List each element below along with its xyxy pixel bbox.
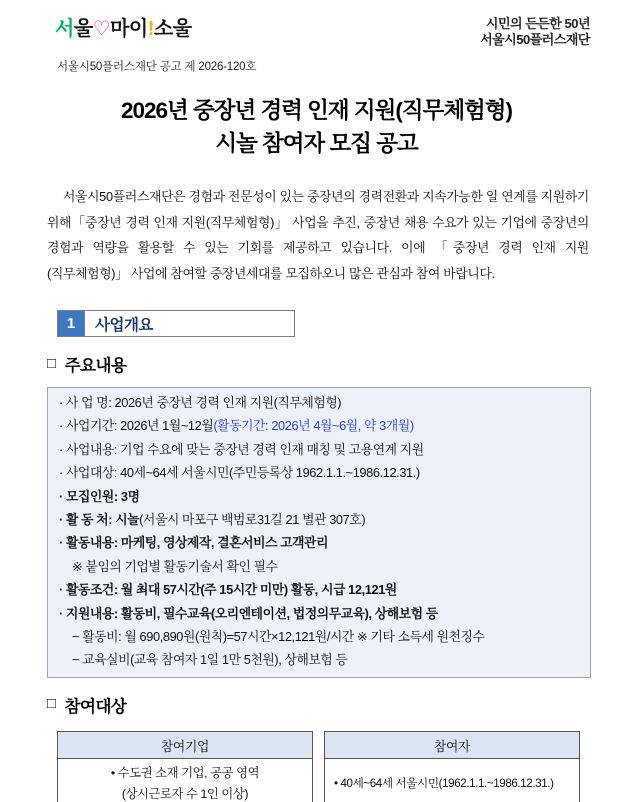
main-content-heading-label: 주요내용 bbox=[64, 357, 127, 375]
overview-line-conditions bbox=[59, 578, 579, 601]
overview-line-business-name bbox=[59, 391, 579, 414]
company-table bbox=[57, 731, 313, 802]
section1-header bbox=[57, 310, 295, 337]
company-table-row1: • 수도권 소재 기업, 공공 영역 bbox=[110, 765, 260, 780]
overview-text: · 사업기간: 2026년 1월~12월 bbox=[59, 418, 214, 434]
overview-line-activities bbox=[59, 531, 579, 554]
overview-line-contents bbox=[59, 438, 579, 461]
participant-table bbox=[324, 731, 580, 802]
target-heading bbox=[47, 693, 633, 717]
overview-highlight-blue: (활동기간: 2026년 4월~6월, 약 3개월) bbox=[213, 418, 414, 434]
logo-segment-seo: 서 bbox=[55, 18, 74, 40]
overview-text: − 교육실비(교육 참여자 1일 1만 5천원), 상해보험 등 bbox=[72, 652, 348, 668]
heart-icon: ♡ bbox=[92, 18, 111, 40]
overview-line-period bbox=[59, 414, 579, 437]
overview-line-note-attachment bbox=[59, 555, 579, 578]
overview-line-allowance-detail bbox=[59, 625, 579, 648]
overview-line-support bbox=[59, 602, 579, 625]
square-bullet-icon: □ bbox=[47, 695, 56, 713]
overview-text: · 활 동 처: 시놀 bbox=[59, 512, 140, 528]
logo-segment-ul: 울 bbox=[73, 18, 93, 40]
announcement-number: 서울시50플러스재단 공고 제 2026-120호 bbox=[57, 61, 257, 73]
overview-text: ※ 붙임의 기업별 활동기술서 확인 필수 bbox=[72, 558, 278, 574]
tagline-line2: 서울시50플러스재단 bbox=[480, 32, 590, 47]
company-table-body bbox=[58, 759, 312, 802]
overview-text-tail: (서울시 마포구 백범로31길 21 별관 307호) bbox=[139, 512, 366, 528]
target-heading-label: 참여대상 bbox=[64, 697, 127, 716]
intro-paragraph: 서울시50플러스재단은 경험과 전문성이 있는 중장년의 경력전환과 지속가능한 일 연계를 지원하기 위해「중장년 경력 인재 지원(직무체험형)」 사업을 추진, 중장년 채용 수요가 있는 기업에 중장년의 경험과 역량을 활용할 수 있는 기회를 제공하고 있습니다. 이에 「중장년 경력 인재 지원(직무체험형)」 사업에 참여할 중장년세대를 모집하오니 많은 관심과 참여 바랍니다. bbox=[47, 189, 589, 281]
logo-segment-my: 마이 bbox=[110, 18, 148, 40]
logo-segment-soul: 소울 bbox=[153, 18, 192, 40]
overview-box bbox=[47, 387, 591, 678]
overview-text: · 사 업 명: 2026년 중장년 경력 인재 지원(직무체험형) bbox=[59, 395, 342, 410]
main-content-heading bbox=[47, 352, 633, 376]
overview-text: · 사업대상: 40세~64세 서울시민(주민등록상 1962.1.1.~1986.12.31.) bbox=[59, 465, 420, 481]
overview-line-headcount bbox=[59, 485, 579, 508]
exclamation-icon: ! bbox=[147, 18, 154, 40]
overview-line-eligibility bbox=[59, 461, 579, 484]
overview-text: · 활동조건: 월 최대 57시간(주 15시간 미만) 활동, 시급 12,121원 bbox=[59, 582, 397, 598]
page-header bbox=[0, 0, 633, 48]
target-tables bbox=[57, 731, 580, 802]
section1-title: 사업개요 bbox=[95, 316, 153, 334]
participant-table-header: 참여자 bbox=[325, 732, 579, 759]
overview-text: · 지원내용: 활동비, 필수교육(오리엔테이션, 법정의무교육), 상해보험 등 bbox=[59, 605, 438, 621]
participant-table-body bbox=[325, 759, 579, 802]
document-title bbox=[0, 94, 633, 160]
overview-text: · 모집인원: 3명 bbox=[59, 488, 140, 504]
participant-table-row1: • 40세~64세 서울시민(1962.1.1.~1986.12.31.) bbox=[334, 777, 554, 791]
title-line2: 시놀 참여자 모집 공고 bbox=[215, 131, 418, 156]
overview-line-workplace bbox=[59, 508, 579, 531]
company-table-header: 참여기업 bbox=[58, 732, 312, 759]
foundation-tagline bbox=[480, 16, 590, 48]
tagline-line1: 시민의 든든한 50년 bbox=[485, 16, 590, 31]
title-line1: 2026년 중장년 경력 인재 지원(직무체험형) bbox=[120, 98, 513, 123]
overview-text: · 활동내용: 마케팅, 영상제작, 결혼서비스 고객관리 bbox=[59, 535, 329, 551]
square-bullet-icon: □ bbox=[47, 354, 56, 372]
overview-line-education-detail bbox=[59, 648, 579, 671]
overview-text: · 사업내용: 기업 수요에 맞는 중장년 경력 인재 매칭 및 고용연계 지원 bbox=[59, 441, 424, 457]
overview-text: − 활동비: 월 690,890원(원칙)=57시간×12,121원/시간 ※ 기타 소득세 원천징수 bbox=[72, 629, 485, 645]
section-number-badge: 1 bbox=[58, 311, 85, 336]
seoul-my-soul-logo bbox=[55, 16, 192, 42]
company-table-row2: (상시근로자 수 1인 이상) bbox=[121, 786, 249, 801]
